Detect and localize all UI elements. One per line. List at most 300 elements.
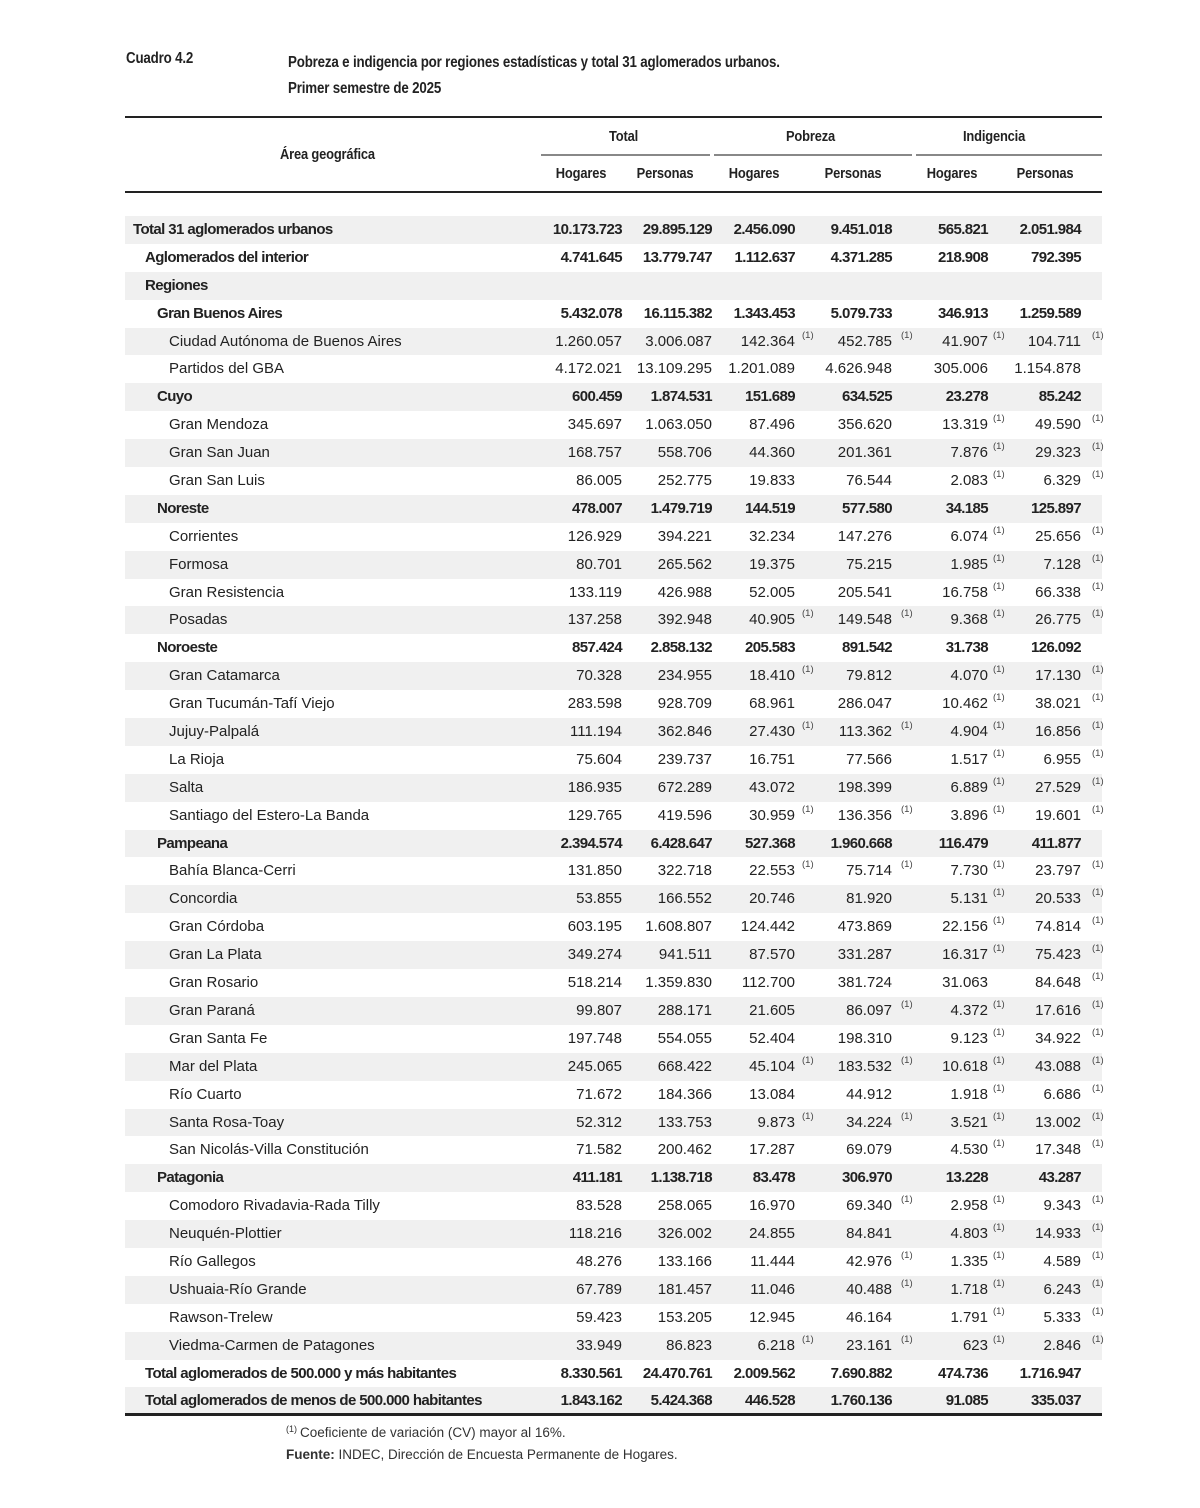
cell-total-personas: 6.428.647	[650, 834, 712, 852]
cell-total-personas: 419.596	[657, 806, 712, 824]
cell-pobreza-hogares: 83.478	[752, 1169, 795, 1187]
cell-pobreza-personas: 198.310	[837, 1029, 892, 1047]
row-label: Noreste	[157, 499, 209, 517]
cv-marker: (1)	[1092, 803, 1104, 815]
cv-marker: (1)	[1092, 552, 1104, 564]
cell-pobreza-hogares: 2.456.090	[733, 221, 795, 238]
cell-total-hogares: 857.424	[571, 639, 622, 657]
cv-marker: (1)	[802, 1110, 814, 1122]
table-row	[125, 551, 1102, 579]
cell-indigencia-hogares: 4.803	[950, 1225, 988, 1243]
cell-pobreza-hogares: 2.009.562	[733, 1364, 795, 1382]
cv-marker: (1)	[802, 664, 814, 676]
cv-marker: (1)	[1092, 524, 1104, 536]
cell-total-personas: 2.858.132	[650, 639, 712, 657]
cell-total-personas: 181.457	[657, 1280, 712, 1298]
cv-marker: (1)	[993, 469, 1005, 481]
cell-indigencia-hogares: 5.131	[950, 890, 988, 908]
cv-marker: (1)	[993, 1305, 1005, 1317]
cell-pobreza-personas: 79.812	[846, 667, 892, 685]
cell-total-personas: 184.366	[657, 1085, 712, 1103]
table-row	[125, 969, 1102, 997]
cell-total-hogares: 345.697	[567, 416, 622, 434]
cell-total-hogares: 2.394.574	[560, 834, 622, 852]
cell-pobreza-hogares: 112.700	[741, 974, 795, 992]
cv-marker: (1)	[993, 580, 1005, 592]
cell-indigencia-personas: 13.002	[1035, 1113, 1081, 1131]
cell-indigencia-personas: 126.092	[1030, 639, 1081, 657]
cell-total-personas: 1.359.830	[645, 974, 712, 992]
header-area: Área geográfica	[280, 146, 375, 163]
cell-total-hogares: 67.789	[576, 1280, 622, 1298]
table-row	[125, 272, 1102, 300]
header-rule	[125, 191, 1102, 193]
cell-total-personas: 265.562	[657, 555, 712, 573]
cell-total-hogares: 33.949	[576, 1336, 622, 1354]
cell-indigencia-personas: 2.846	[1043, 1336, 1081, 1354]
cell-pobreza-personas: 147.276	[837, 527, 892, 545]
cv-marker: (1)	[1092, 1026, 1104, 1038]
table-row	[125, 411, 1102, 439]
cell-total-personas: 13.779.747	[642, 248, 712, 266]
table-row	[125, 606, 1102, 634]
cell-indigencia-hogares: 1.517	[950, 750, 988, 768]
header-group-total: Total	[609, 128, 638, 145]
cell-indigencia-personas: 66.338	[1035, 583, 1081, 601]
table-number: Cuadro 4.2	[126, 50, 194, 67]
row-label: Bahía Blanca-Cerri	[169, 862, 296, 880]
cell-pobreza-personas: 201.361	[837, 444, 892, 462]
table-row	[125, 1192, 1102, 1220]
row-label: Gran Córdoba	[169, 918, 265, 936]
table-row	[125, 1332, 1102, 1360]
cv-marker: (1)	[993, 943, 1005, 955]
cell-total-personas: 941.511	[658, 946, 712, 964]
cell-total-hogares: 48.276	[576, 1252, 622, 1270]
cell-indigencia-personas: 1.716.947	[1019, 1364, 1081, 1382]
cell-indigencia-personas: 335.037	[1030, 1392, 1081, 1410]
cell-pobreza-hogares: 1.201.089	[728, 360, 795, 378]
table-row	[125, 244, 1102, 272]
row-label: Gran Santa Fe	[169, 1029, 268, 1047]
cv-marker: (1)	[1092, 943, 1104, 955]
cv-marker: (1)	[993, 441, 1005, 453]
cell-total-personas: 234.955	[657, 667, 712, 685]
cv-marker: (1)	[1092, 1082, 1104, 1094]
row-label: Gran San Luis	[169, 472, 265, 490]
cv-marker: (1)	[901, 998, 913, 1010]
cell-pobreza-hogares: 124.442	[740, 918, 795, 936]
cv-marker: (1)	[993, 1138, 1005, 1150]
cell-pobreza-personas: 84.841	[846, 1225, 892, 1243]
cell-total-hogares: 137.258	[567, 611, 622, 629]
cell-indigencia-hogares: 1.791	[950, 1308, 988, 1326]
source-text: INDEC, Dirección de Encuesta Permanente de Hogares.	[334, 1447, 678, 1462]
table-row	[125, 216, 1102, 244]
cv-marker: (1)	[802, 329, 814, 341]
table-row	[125, 1276, 1102, 1304]
cell-pobreza-personas: 183.532	[837, 1057, 892, 1075]
subheader-pobreza-personas: Personas	[824, 165, 882, 182]
row-label: Corrientes	[169, 527, 239, 545]
table-row	[125, 830, 1102, 858]
cell-indigencia-personas: 74.814	[1035, 918, 1081, 936]
cell-pobreza-personas: 634.525	[841, 388, 892, 406]
cv-marker: (1)	[901, 859, 913, 871]
cell-indigencia-hogares: 2.958	[950, 1197, 988, 1215]
cell-total-hogares: 53.855	[576, 890, 622, 908]
cell-indigencia-personas: 25.656	[1035, 527, 1081, 545]
cv-marker: (1)	[993, 413, 1005, 425]
table-row	[125, 690, 1102, 718]
table-row	[125, 383, 1102, 411]
cell-pobreza-hogares: 9.873	[757, 1113, 795, 1131]
cell-total-hogares: 518.214	[567, 974, 622, 992]
cell-indigencia-personas: 1.259.589	[1019, 304, 1081, 322]
cell-indigencia-personas: 104.711	[1027, 332, 1081, 350]
cell-pobreza-personas: 9.451.018	[830, 221, 892, 238]
cell-pobreza-personas: 69.079	[846, 1141, 892, 1159]
cell-pobreza-personas: 306.970	[841, 1169, 892, 1187]
cell-pobreza-hogares: 22.553	[749, 862, 795, 880]
cv-marker: (1)	[993, 775, 1005, 787]
cv-marker: (1)	[802, 1054, 814, 1066]
cell-total-personas: 928.709	[657, 695, 712, 713]
cell-indigencia-personas: 75.423	[1035, 946, 1081, 964]
cell-total-hogares: 411.181	[572, 1169, 622, 1187]
cell-pobreza-personas: 42.976	[846, 1252, 892, 1270]
cell-total-personas: 322.718	[657, 862, 712, 880]
row-label: Gran San Juan	[169, 444, 270, 462]
cv-marker: (1)	[1092, 887, 1104, 899]
table-row	[125, 913, 1102, 941]
cell-total-personas: 672.289	[657, 778, 712, 796]
cell-indigencia-hogares: 4.904	[950, 723, 988, 741]
cell-indigencia-hogares: 116.479	[938, 834, 988, 852]
footnote-cv	[286, 1424, 566, 1440]
cell-pobreza-hogares: 205.583	[744, 639, 795, 657]
table-row	[125, 1248, 1102, 1276]
cell-total-personas: 554.055	[657, 1029, 712, 1047]
cell-pobreza-hogares: 151.689	[744, 388, 795, 406]
row-label: Santa Rosa-Toay	[169, 1113, 285, 1131]
cell-indigencia-hogares: 13.319	[942, 416, 988, 434]
header-group-pobreza: Pobreza	[786, 128, 835, 145]
cell-indigencia-hogares: 31.738	[945, 639, 988, 657]
table-row	[125, 300, 1102, 328]
cell-indigencia-personas: 6.329	[1043, 472, 1081, 490]
cell-indigencia-hogares: 474.736	[937, 1364, 988, 1382]
cell-pobreza-hogares: 43.072	[749, 778, 795, 796]
group-divider-indigencia	[916, 154, 1102, 156]
cv-marker: (1)	[993, 1082, 1005, 1094]
row-label: Viedma-Carmen de Patagones	[169, 1336, 375, 1354]
cv-marker: (1)	[1092, 413, 1104, 425]
cell-pobreza-hogares: 44.360	[749, 444, 795, 462]
cv-marker: (1)	[901, 1333, 913, 1345]
cell-total-personas: 1.138.718	[650, 1169, 712, 1187]
cv-marker: (1)	[901, 329, 913, 341]
cell-pobreza-personas: 86.097	[846, 1001, 892, 1019]
row-label: Gran Mendoza	[169, 416, 269, 434]
cell-indigencia-hogares: 22.156	[942, 918, 988, 936]
cv-marker: (1)	[1092, 1333, 1104, 1345]
cell-indigencia-personas: 1.154.878	[1014, 360, 1081, 378]
cell-indigencia-personas: 29.323	[1035, 444, 1081, 462]
cv-marker: (1)	[1092, 469, 1104, 481]
cell-pobreza-hogares: 32.234	[749, 527, 795, 545]
subheader-total-personas: Personas	[636, 165, 694, 182]
cell-indigencia-hogares: 13.228	[945, 1169, 988, 1187]
cell-indigencia-personas: 34.922	[1035, 1029, 1081, 1047]
cv-marker: (1)	[901, 1277, 913, 1289]
table-row	[125, 328, 1102, 356]
cv-marker: (1)	[993, 608, 1005, 620]
cell-indigencia-hogares: 9.368	[950, 611, 988, 629]
cell-pobreza-hogares: 11.046	[750, 1280, 795, 1298]
cell-pobreza-hogares: 20.746	[749, 890, 795, 908]
cv-marker: (1)	[1092, 1305, 1104, 1317]
cell-pobreza-personas: 205.541	[837, 583, 892, 601]
cell-total-personas: 1.874.531	[650, 388, 712, 406]
row-label: Gran Rosario	[169, 974, 259, 992]
cell-total-personas: 558.706	[657, 444, 712, 462]
cell-indigencia-personas: 7.128	[1043, 555, 1081, 573]
cell-total-personas: 252.775	[657, 472, 712, 490]
cv-marker: (1)	[1092, 1110, 1104, 1122]
cell-total-hogares: 1.260.057	[555, 332, 622, 350]
cell-pobreza-hogares: 19.375	[749, 555, 795, 573]
cell-indigencia-hogares: 9.123	[950, 1029, 988, 1047]
row-label: Formosa	[169, 555, 229, 573]
cell-pobreza-hogares: 40.905	[749, 611, 795, 629]
cell-total-hogares: 349.274	[567, 946, 622, 964]
cell-total-personas: 668.422	[657, 1057, 712, 1075]
cell-total-personas: 392.948	[657, 611, 712, 629]
bottom-rule	[125, 1413, 1102, 1416]
cell-total-personas: 133.166	[657, 1252, 712, 1270]
cv-marker: (1)	[993, 1194, 1005, 1206]
cell-total-hogares: 168.757	[567, 444, 622, 462]
cv-marker: (1)	[901, 608, 913, 620]
table-row	[125, 857, 1102, 885]
cell-total-hogares: 10.173.723	[552, 221, 622, 238]
table-row	[125, 997, 1102, 1025]
row-label: Partidos del GBA	[169, 360, 285, 378]
cell-pobreza-hogares: 144.519	[744, 499, 795, 517]
cell-indigencia-hogares: 218.908	[937, 248, 988, 266]
cell-indigencia-hogares: 31.063	[942, 974, 988, 992]
cell-indigencia-hogares: 6.889	[950, 778, 988, 796]
cell-indigencia-personas: 27.529	[1035, 778, 1081, 796]
table-row	[125, 1136, 1102, 1164]
cell-pobreza-personas: 81.920	[846, 890, 892, 908]
cell-total-personas: 239.737	[657, 750, 712, 768]
cv-marker: (1)	[1092, 747, 1104, 759]
cell-indigencia-personas: 17.348	[1035, 1141, 1081, 1159]
cell-indigencia-personas: 49.590	[1035, 416, 1081, 434]
cell-total-hogares: 603.195	[567, 918, 622, 936]
cv-marker: (1)	[802, 608, 814, 620]
cell-indigencia-personas: 14.933	[1035, 1225, 1081, 1243]
cell-total-personas: 13.109.295	[636, 360, 712, 378]
group-divider-pobreza	[714, 154, 912, 156]
cv-marker: (1)	[993, 692, 1005, 704]
cell-total-hogares: 8.330.561	[560, 1364, 622, 1382]
top-rule	[125, 116, 1102, 118]
cv-marker: (1)	[1092, 998, 1104, 1010]
row-label: Regiones	[145, 276, 208, 294]
cell-pobreza-hogares: 45.104	[749, 1057, 795, 1075]
table-row	[125, 802, 1102, 830]
cell-pobreza-personas: 331.287	[837, 946, 892, 964]
cv-marker: (1)	[1092, 971, 1104, 983]
cell-indigencia-personas: 4.589	[1043, 1252, 1081, 1270]
table-row	[125, 439, 1102, 467]
cv-marker: (1)	[1092, 720, 1104, 732]
cell-pobreza-personas: 1.760.136	[830, 1392, 892, 1410]
cv-marker: (1)	[993, 1054, 1005, 1066]
cell-total-personas: 86.823	[666, 1336, 712, 1354]
cell-total-personas: 258.065	[657, 1197, 712, 1215]
cv-marker: (1)	[993, 720, 1005, 732]
cell-indigencia-hogares: 565.821	[937, 221, 988, 238]
cv-marker: (1)	[993, 1249, 1005, 1261]
cell-indigencia-personas: 84.648	[1035, 974, 1081, 992]
cv-marker: (1)	[1092, 915, 1104, 927]
row-label: Salta	[169, 778, 204, 796]
cell-total-personas: 200.462	[657, 1141, 712, 1159]
cell-total-personas: 1.608.807	[645, 918, 712, 936]
cell-pobreza-hogares: 52.005	[749, 583, 795, 601]
cell-pobreza-personas: 1.960.668	[830, 834, 892, 852]
row-label: Total aglomerados de menos de 500.000 habitantes	[145, 1392, 482, 1410]
table-row	[125, 941, 1102, 969]
cell-indigencia-personas: 26.775	[1035, 611, 1081, 629]
cell-total-hogares: 245.065	[567, 1057, 622, 1075]
cell-pobreza-hogares: 27.430	[749, 723, 795, 741]
cell-total-hogares: 133.119	[568, 583, 622, 601]
table-row	[125, 1304, 1102, 1332]
cv-marker: (1)	[993, 329, 1005, 341]
cell-indigencia-personas: 43.088	[1035, 1057, 1081, 1075]
cell-total-hogares: 52.312	[576, 1113, 622, 1131]
cv-marker: (1)	[1092, 1194, 1104, 1206]
cell-total-personas: 29.895.129	[642, 221, 712, 238]
table-row	[125, 1164, 1102, 1192]
table-row	[125, 1025, 1102, 1053]
cell-indigencia-hogares: 91.085	[945, 1392, 988, 1410]
cell-indigencia-hogares: 4.070	[950, 667, 988, 685]
cell-indigencia-personas: 20.533	[1035, 890, 1081, 908]
row-label: Total 31 aglomerados urbanos	[133, 221, 333, 238]
cell-indigencia-hogares: 4.530	[950, 1141, 988, 1159]
cell-total-hogares: 600.459	[571, 388, 622, 406]
cell-indigencia-personas: 9.343	[1043, 1197, 1081, 1215]
cv-marker: (1)	[1092, 329, 1104, 341]
cell-indigencia-hogares: 1.985	[950, 555, 988, 573]
cell-pobreza-hogares: 1.112.637	[734, 248, 795, 266]
cell-indigencia-hogares: 1.335	[950, 1252, 988, 1270]
header-group-indigencia: Indigencia	[963, 128, 1026, 145]
cv-marker: (1)	[993, 887, 1005, 899]
cv-marker: (1)	[901, 803, 913, 815]
cell-total-hogares: 4.741.645	[560, 248, 622, 266]
cell-indigencia-personas: 5.333	[1043, 1308, 1081, 1326]
row-label: Cuyo	[157, 388, 193, 406]
cell-indigencia-hogares: 623	[962, 1336, 988, 1354]
table-row	[125, 718, 1102, 746]
cv-marker: (1)	[993, 747, 1005, 759]
row-label: La Rioja	[169, 750, 225, 768]
cv-marker: (1)	[1092, 580, 1104, 592]
cell-pobreza-hogares: 527.368	[744, 834, 795, 852]
cell-indigencia-personas: 6.243	[1043, 1280, 1081, 1298]
cell-indigencia-hogares: 7.876	[950, 444, 988, 462]
cv-marker: (1)	[993, 1026, 1005, 1038]
cell-total-hogares: 283.598	[567, 695, 622, 713]
table-row	[125, 662, 1102, 690]
cell-indigencia-hogares: 305.006	[933, 360, 988, 378]
cell-total-personas: 1.479.719	[650, 499, 712, 517]
cv-marker: (1)	[993, 524, 1005, 536]
row-label: Jujuy-Palpalá	[169, 723, 260, 741]
cell-total-personas: 5.424.368	[650, 1392, 712, 1410]
cv-marker: (1)	[993, 803, 1005, 815]
row-label: Santiago del Estero-La Banda	[169, 806, 370, 824]
cell-pobreza-personas: 286.047	[837, 695, 892, 713]
row-label: Río Gallegos	[169, 1252, 256, 1270]
cell-total-personas: 394.221	[657, 527, 712, 545]
cell-pobreza-personas: 46.164	[846, 1308, 892, 1326]
data-table	[125, 216, 1102, 1415]
cell-total-personas: 133.753	[657, 1113, 712, 1131]
cell-total-hogares: 186.935	[567, 778, 622, 796]
cell-indigencia-personas: 411.877	[1031, 834, 1081, 852]
cell-total-personas: 426.988	[657, 583, 712, 601]
row-label: Gran Paraná	[169, 1001, 255, 1019]
cell-total-hogares: 86.005	[576, 472, 622, 490]
table-row	[125, 467, 1102, 495]
cell-pobreza-hogares: 87.570	[749, 946, 795, 964]
row-label: Patagonia	[157, 1169, 224, 1187]
cell-indigencia-hogares: 2.083	[950, 472, 988, 490]
row-label: Gran Catamarca	[169, 667, 280, 685]
cv-marker: (1)	[993, 859, 1005, 871]
cell-indigencia-personas: 6.686	[1043, 1085, 1081, 1103]
cell-indigencia-hogares: 34.185	[945, 499, 988, 517]
row-label: Posadas	[169, 611, 228, 629]
cell-pobreza-hogares: 24.855	[749, 1225, 795, 1243]
cell-pobreza-personas: 198.399	[837, 778, 892, 796]
cell-indigencia-hogares: 41.907	[942, 332, 988, 350]
cell-indigencia-hogares: 4.372	[950, 1001, 988, 1019]
table-row	[125, 1053, 1102, 1081]
cell-total-hogares: 478.007	[571, 499, 622, 517]
row-label: Gran Buenos Aires	[157, 304, 283, 322]
cv-marker: (1)	[993, 1222, 1005, 1234]
cell-total-personas: 24.470.761	[642, 1364, 712, 1382]
cell-pobreza-personas: 77.566	[846, 750, 892, 768]
cell-total-hogares: 70.328	[576, 667, 622, 685]
table-row	[125, 1220, 1102, 1248]
cell-indigencia-personas: 125.897	[1030, 499, 1081, 517]
cell-total-personas: 288.171	[657, 1001, 712, 1019]
cell-pobreza-hogares: 142.364	[740, 332, 795, 350]
cell-indigencia-personas: 17.616	[1035, 1001, 1081, 1019]
cell-indigencia-personas: 17.130	[1035, 667, 1081, 685]
table-row	[125, 774, 1102, 802]
